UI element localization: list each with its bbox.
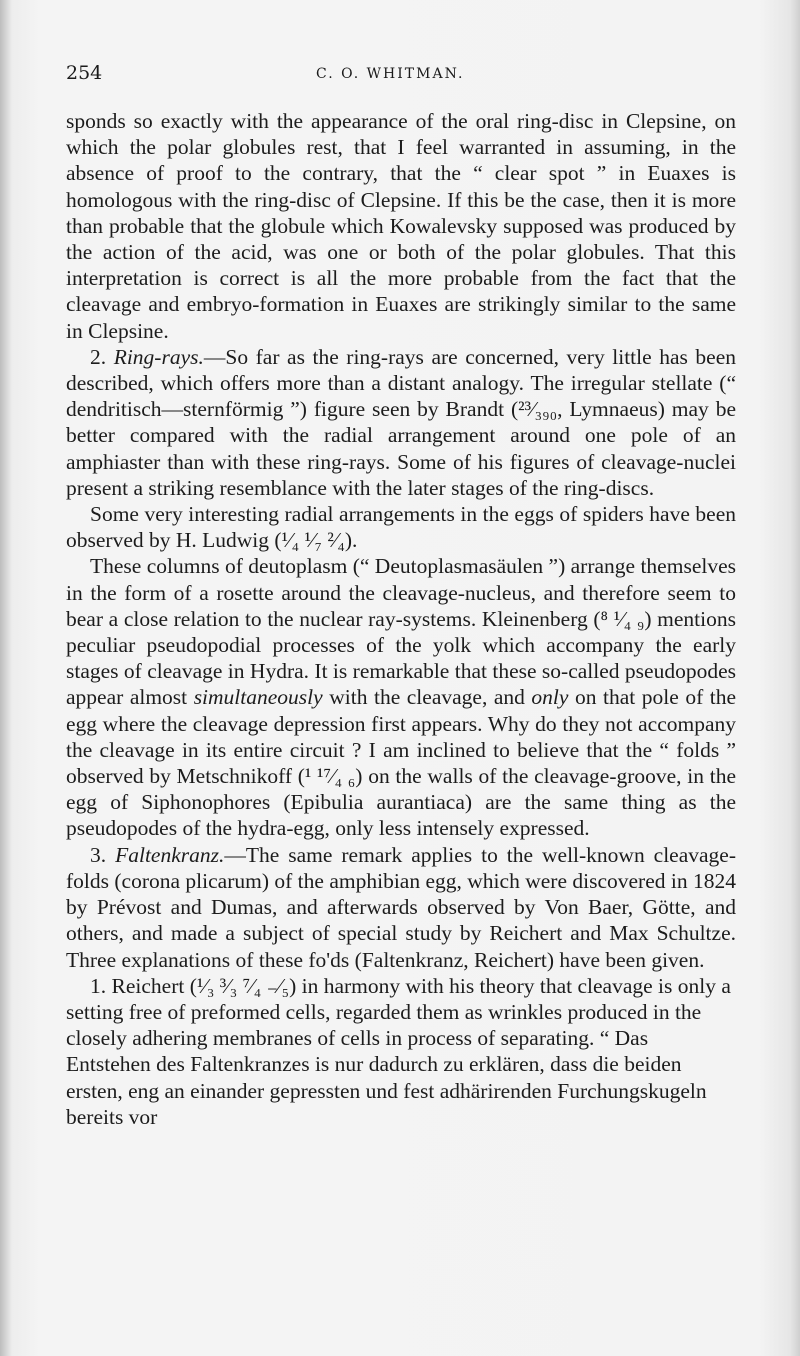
emphasis: simultaneously [193,685,323,710]
paragraph-text: sponds so exactly with the appearance of the oral ring-disc in Clepsine, on which the polar globules rest, that I feel warranted in assuming, in the absence of proof to the contrary, that the “ clear spot ” in Euaxes is homologous with the ring-disc of Clepsine. If this be the case, then it is more than probable that the globule which Kowalevsky supposed was produced by the action of the acid, was one or both of the polar globules. That this interpretation is correct is all the more probable from the fact that the cleavage and embryo-formation in Euaxes are strikingly similar to the same in Clepsine. [66,109,736,343]
paragraph [66,501,736,553]
paragraph-text: —So far as the ring-rays are concerned, very little has been described, which offers more than a distant analogy. The irregular stellate (“ dendritisch—sternförmig ”) figure seen by Brandt (²³⁄₃₉₀, Lymnaeus) may be better compared with the radial arrangement around one pole of an amphiaster than with these ring-rays. Some of his figures of cleavage-nuclei present a striking resemblance with the later stages of the ring-discs. [66,344,737,500]
paragraph-text: —The same remark applies to the well-known cleavage-folds (corona plicarum) of the amphibian egg, which were discovered in 1824 by Prévost and Dumas, and afterwards observed by Von Baer, Götte, and others, and made a subject of special study by Reichert and Max Schultze. Three explanations of these fo'ds (Faltenkranz, Reichert) have been given. [66,842,737,972]
section-heading: Faltenkranz. [115,842,225,867]
paragraph-text: with the cleavage, and [329,685,525,710]
page-number: 254 [66,62,103,84]
section-number: 2. [90,344,107,369]
paragraph-ring-rays [66,344,736,501]
paragraph [66,108,736,344]
running-head: C. O. WHITMAN. [316,66,465,82]
paragraph [66,973,736,1130]
page-header [66,62,734,86]
paragraph-text: on that pole of the egg where the cleavage depression first appears. Why do they not accompany the cleavage in its entire circuit ? I am inclined to believe that the “ folds ” observed by Metschnikoff (¹ ¹⁷⁄₄ ₆) on the walls of the cleavage-groove, in the egg of Siphonophores (Epibulia aurantiaca) are the same thing as the pseudopodes of the hydra-egg, only less intensely expressed. [66,685,737,841]
paragraph-faltenkranz [66,842,736,973]
paragraph [66,553,736,841]
section-number: 3. [90,842,107,867]
body-text [66,108,736,1130]
paragraph-text: These columns of deutoplasm (“ Deutoplasmasäulen ”) arrange themselves in the form of a rosette around the cleavage-nucleus, and therefore seem to bear a close relation to the nuclear ray-systems. Kleinenberg (⁸ ¹⁄₄ ₉) mentions peculiar pseudopodial processes of the yolk which accompany the early stages of cleavage in Hydra. It is remarkable that these so-called pseudopodes appear almost [66,554,736,710]
emphasis: only [531,685,569,710]
section-heading: Ring-rays. [113,344,204,369]
paragraph-text: 1. Reichert (¹⁄₃ ³⁄₃ ⁷⁄₄ ₋⁄₅) in harmony with his theory that cleavage is only a setting free of preformed cells, regarded them as wrinkles produced in the closely adhering membranes of cells in process of separating. “ Das Entstehen des Faltenkranzes is nur dadurch zu erklären, dass die beiden ersten, eng an einander gepressten und fest adhärirenden Furchungskugeln bereits vor [66,973,731,1129]
paragraph-text: Some very interesting radial arrangements in the eggs of spiders have been observed by H. Ludwig (¹⁄₄ ¹⁄₇ ²⁄₄). [66,502,736,553]
